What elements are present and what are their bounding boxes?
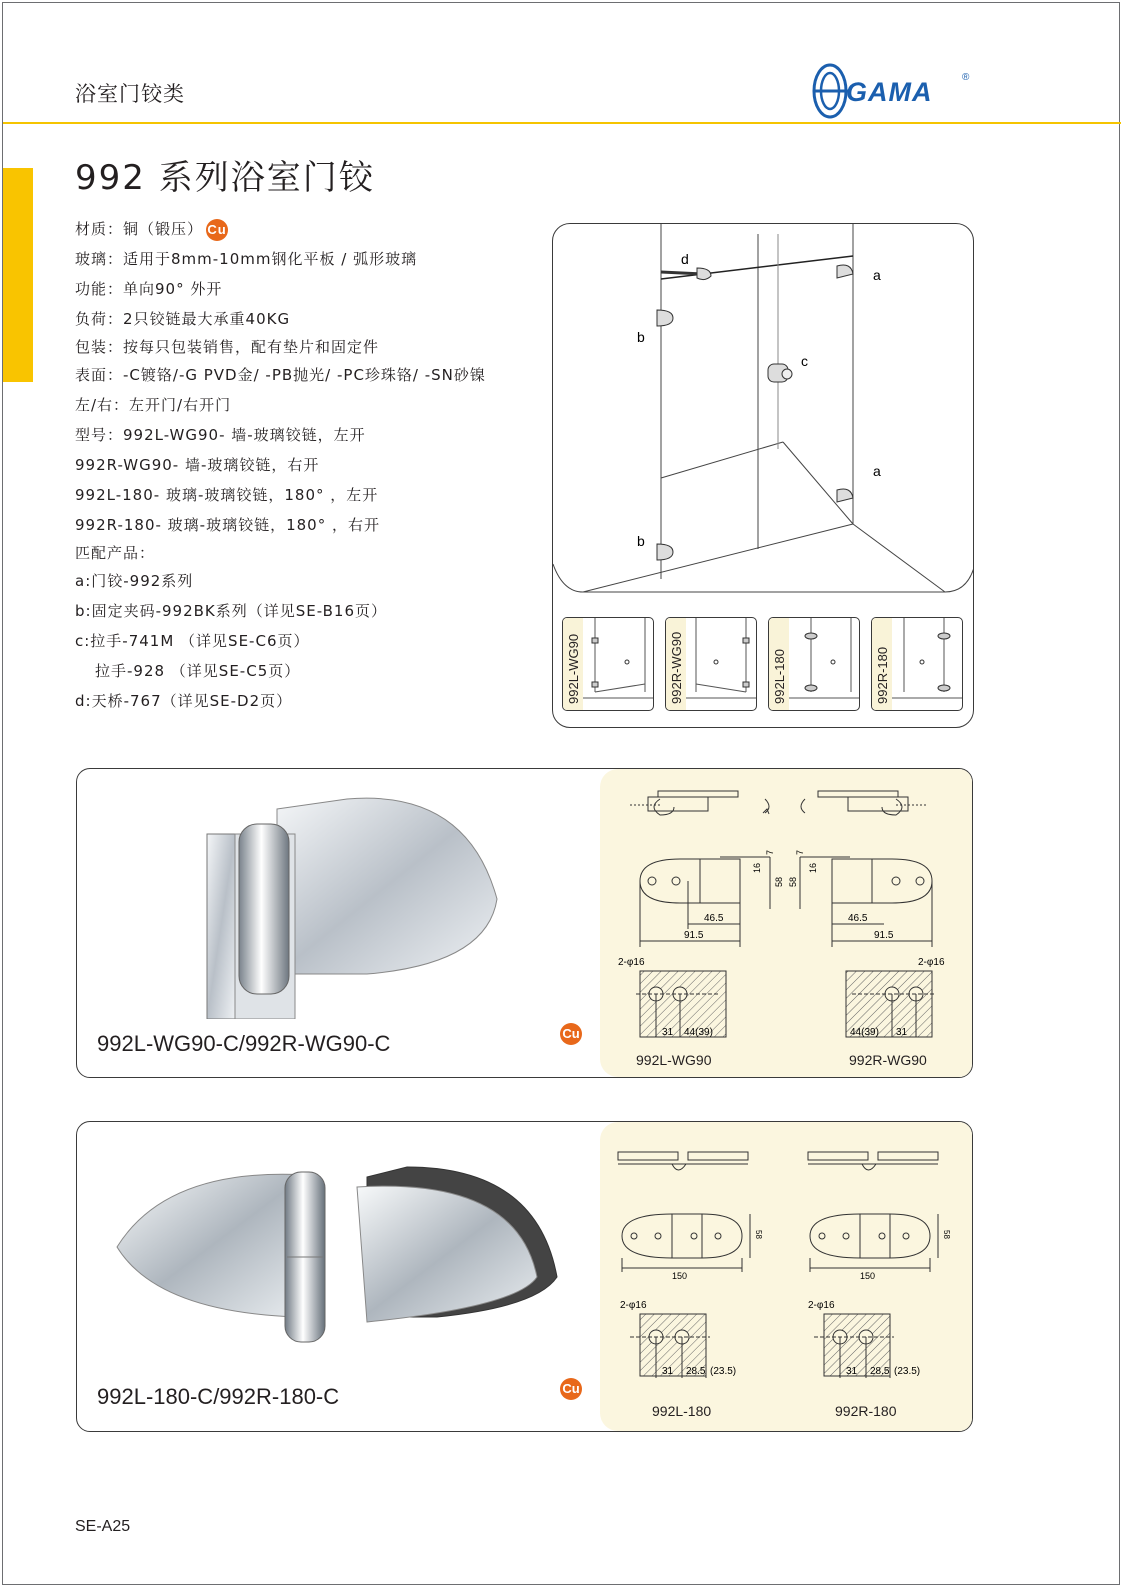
thumb-992l-180 bbox=[768, 617, 860, 711]
dim-31-left: 31 bbox=[662, 1027, 674, 1038]
dim-44-right: 44(39) bbox=[850, 1027, 879, 1038]
header-rule bbox=[3, 122, 1121, 124]
dim-44-left: 44(39) bbox=[684, 1027, 713, 1038]
holes-label-right: 2-φ16 bbox=[918, 957, 945, 968]
dim-31-left: 31 bbox=[662, 1366, 674, 1377]
spec-model-3: 992L-180- 玻璃-玻璃铰链，180° ，左开 bbox=[75, 486, 379, 504]
product-title: 992 系列浴室门铰 bbox=[75, 158, 375, 198]
page-number: SE-A25 bbox=[75, 1518, 131, 1535]
dim-91-5-left: 91.5 bbox=[684, 930, 704, 941]
dim-23-5-right: (23.5) bbox=[894, 1366, 921, 1377]
technical-drawing-panel bbox=[600, 1122, 972, 1431]
dim-58-right: 58 bbox=[942, 1230, 951, 1239]
spec-material: 材质：铜（锻压） Cu bbox=[75, 218, 228, 241]
label-d: d bbox=[681, 251, 689, 267]
180-technical-drawing bbox=[600, 1122, 972, 1432]
hinge-a-bottom-icon bbox=[837, 489, 853, 502]
logo-text: GAMA bbox=[846, 77, 933, 107]
drawing-label-right: 992R-WG90 bbox=[849, 1052, 927, 1068]
spec-packing: 包装：按每只包装销售，配有垫片和固定件 bbox=[75, 338, 380, 356]
thumb-label: 992L-WG90 bbox=[566, 633, 581, 704]
dim-28-5-left: 28.5 bbox=[686, 1366, 706, 1377]
spec-matching-heading: 匹配产品： bbox=[75, 544, 156, 562]
wg90-technical-drawing bbox=[600, 769, 972, 1078]
spec-model-2: 992R-WG90- 墙-玻璃铰链，右开 bbox=[75, 456, 320, 474]
spec-glass: 玻璃：适用于8mm-10mm钢化平板 / 弧形玻璃 bbox=[75, 250, 418, 268]
dim-16-right: 16 bbox=[808, 862, 818, 873]
holes-label-left: 2-φ16 bbox=[620, 1300, 647, 1311]
dim-7-right: 7 bbox=[795, 849, 805, 855]
dim-31-right: 31 bbox=[896, 1027, 908, 1038]
label-b-top: b bbox=[637, 329, 645, 345]
thumb-992l-wg90 bbox=[562, 617, 654, 711]
thumb-label: 992R-180 bbox=[875, 646, 890, 704]
spec-model-4: 992R-180- 玻璃-玻璃铰链，180° ，右开 bbox=[75, 516, 380, 534]
dim-16-left: 16 bbox=[752, 862, 762, 873]
spec-model-1: 型号：992L-WG90- 墙-玻璃铰链，左开 bbox=[75, 426, 366, 444]
spec-function: 功能：单向90° 外开 bbox=[75, 280, 223, 298]
holes-label-left: 2-φ16 bbox=[618, 957, 645, 968]
gama-logo bbox=[810, 62, 980, 120]
drawing-label-left: 992L-WG90 bbox=[636, 1052, 712, 1068]
section-title: 浴室门铰类 bbox=[75, 82, 185, 106]
spec-match-b: b:固定夹码-992BK系列（详见SE-B16页） bbox=[75, 602, 388, 620]
spec-match-d: d:天桥-767（详见SE-D2页） bbox=[75, 692, 293, 710]
dim-91-5-right: 91.5 bbox=[874, 930, 894, 941]
dim-23-5-left: (23.5) bbox=[710, 1366, 737, 1377]
dim-31-right: 31 bbox=[846, 1366, 858, 1377]
technical-drawing-panel bbox=[600, 769, 972, 1077]
clamp-b-top-icon bbox=[657, 310, 673, 326]
dim-58-right: 58 bbox=[788, 876, 798, 887]
spec-match-c2: 拉手-928 （详见SE-C5页） bbox=[95, 662, 301, 680]
dim-58-left: 58 bbox=[754, 1230, 763, 1239]
dim-46-5-left: 46.5 bbox=[704, 913, 724, 924]
dim-58-left: 58 bbox=[774, 876, 784, 887]
thumb-992r-180 bbox=[871, 617, 963, 711]
hinge-180-photo bbox=[107, 1147, 607, 1377]
dim-28-5-right: 28.5 bbox=[870, 1366, 890, 1377]
copper-badge-icon: Cu bbox=[560, 1378, 582, 1400]
drawing-label-left: 992L-180 bbox=[652, 1403, 712, 1419]
dim-46-5-right: 46.5 bbox=[848, 913, 868, 924]
copper-badge-icon: Cu bbox=[206, 219, 228, 241]
label-a-top: a bbox=[873, 267, 881, 283]
handle-c-icon bbox=[768, 364, 792, 382]
side-tab bbox=[3, 168, 33, 382]
product-card-wg90 bbox=[76, 768, 973, 1078]
product-code: 992L-180-C/992R-180-C bbox=[97, 1384, 340, 1409]
dim-150-left: 150 bbox=[672, 1271, 688, 1281]
dim-150-right: 150 bbox=[860, 1271, 876, 1281]
hinge-wg90-photo bbox=[177, 789, 577, 1019]
drawing-label-right: 992R-180 bbox=[835, 1403, 897, 1419]
clamp-b-bottom-icon bbox=[657, 544, 673, 560]
spec-load: 负荷：2只铰链最大承重40KG bbox=[75, 310, 291, 328]
logo-registered-mark: ® bbox=[962, 72, 970, 83]
spec-finish: 表面：-C镀铬/-G PVD金/ -PB抛光/ -PC珍珠铬/ -SN砂镍 bbox=[75, 366, 486, 384]
label-c: c bbox=[801, 353, 808, 369]
copper-badge-icon: Cu bbox=[560, 1023, 582, 1045]
thumb-992r-wg90 bbox=[665, 617, 757, 711]
label-a-bottom: a bbox=[873, 463, 881, 479]
spec-hand: 左/右：左开门/右开门 bbox=[75, 396, 232, 414]
product-card-180 bbox=[76, 1121, 973, 1432]
holes-label-right: 2-φ16 bbox=[808, 1300, 835, 1311]
spec-match-a: a:门铰-992系列 bbox=[75, 572, 194, 590]
label-b-bottom: b bbox=[637, 533, 645, 549]
hinge-a-top-icon bbox=[837, 265, 853, 278]
product-code: 992L-WG90-C/992R-WG90-C bbox=[97, 1031, 391, 1056]
dim-7-left: 7 bbox=[765, 849, 775, 855]
thumb-label: 992L-180 bbox=[772, 649, 787, 704]
thumb-label: 992R-WG90 bbox=[669, 631, 684, 704]
spec-match-c1: c:拉手-741M （详见SE-C6页） bbox=[75, 632, 310, 650]
